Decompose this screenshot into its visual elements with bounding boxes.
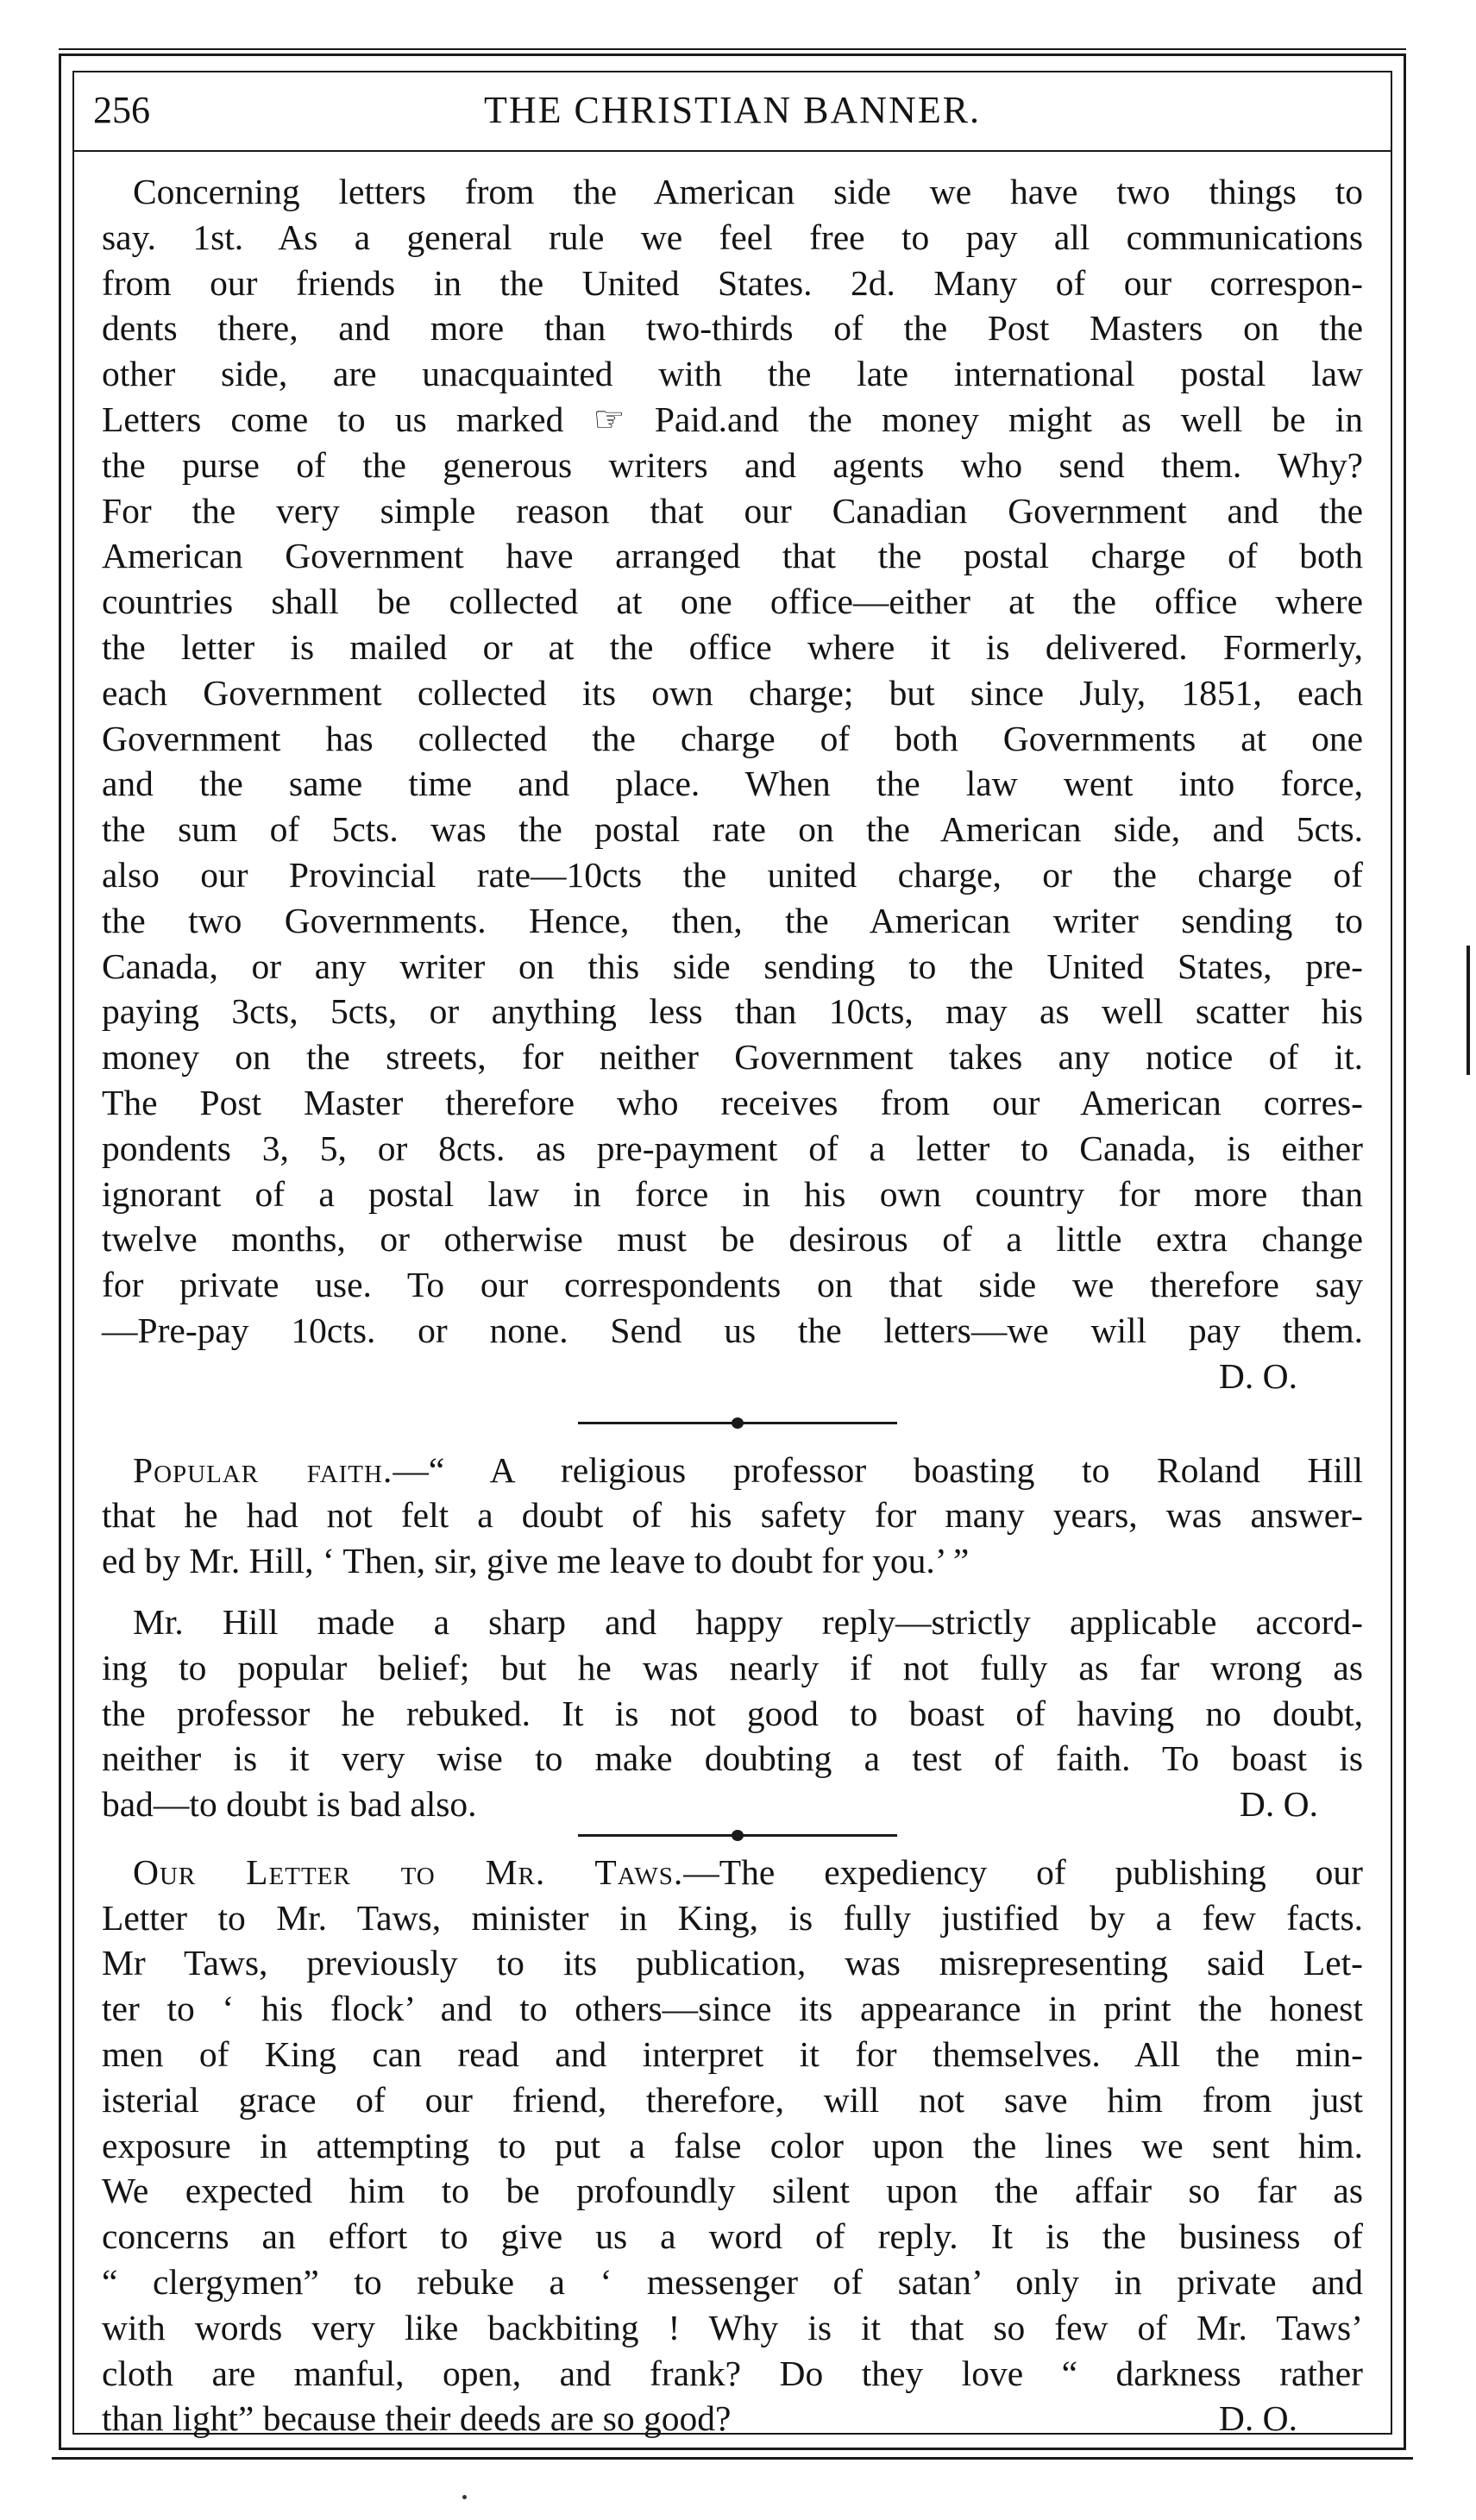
- text-line: American Government have arranged that the postal charge of both: [102, 536, 1363, 576]
- text-line: and the same time and place. When the law went into force,: [102, 764, 1363, 804]
- text-line: that he had not felt a doubt of his safety for many years, was answer-: [102, 1495, 1363, 1536]
- text-line: “ clergymen” to rebuke a ‘ messenger of satan’ only in private and: [102, 2262, 1363, 2303]
- text-line: other side, are unacquainted with the late international postal law: [102, 354, 1363, 394]
- page-number: 256: [93, 89, 150, 131]
- text-line: We expected him to be profoundly silent upon the affair so far as: [102, 2171, 1363, 2211]
- text-line: Concerning letters from the American side we have two things to: [133, 172, 1363, 211]
- text-line: ing to popular belief; but he was nearly if not fully as far wrong as: [102, 1647, 1363, 1687]
- article-letter-to-mr-taws: [102, 1850, 1363, 2441]
- text-line: ignorant of a postal law in force in his own country for more than: [102, 1173, 1363, 1214]
- text-line: pondents 3, 5, or 8cts. as pre-payment of a letter to Canada, is either: [102, 1128, 1363, 1168]
- text-line: Mr. Hill made a sharp and happy reply—strictly applicable accord-: [133, 1601, 1363, 1642]
- text-line: isterial grace of our friend, therefore, will not save him from just: [102, 2079, 1363, 2120]
- section-divider: [102, 1827, 1363, 1850]
- text-line: the letter is mailed or at the office where it is delivered. Formerly,: [102, 626, 1363, 667]
- text-line: cloth are manful, open, and frank? Do they love “ darkness rather: [102, 2353, 1363, 2393]
- text-line: The Post Master therefore who receives from our American corres-: [102, 1082, 1363, 1122]
- text-line: neither is it very wise to make doubting a test of faith. To boast is: [102, 1738, 1363, 1779]
- signature: D. O.: [1218, 1355, 1297, 1396]
- text-line: the two Governments. Hence, then, the American writer sending to: [102, 900, 1363, 940]
- text-line: ter to ‘ his flock’ and to others—since its appearance in print the honest: [102, 1989, 1363, 2029]
- text-line: each Government collected its own charge; but since July, 1851, each: [102, 672, 1363, 713]
- text-line: Canada, or any writer on this side sending to the United States, pre-: [102, 946, 1363, 986]
- text-line: For the very simple reason that our Canadian Government and the: [102, 490, 1363, 531]
- article-letters: [102, 169, 1363, 1399]
- text-line: exposure in attempting to put a false color upon the lines we sent him.: [102, 2125, 1363, 2165]
- text-line: paying 3cts, 5cts, or anything less than 10cts, may as well scatter his: [102, 991, 1363, 1032]
- signature: D. O.: [1239, 1784, 1318, 1825]
- text-line: Letters come to us marked ☞ Paid.and the money might as well be in: [102, 399, 1363, 439]
- section-divider: [102, 1399, 1363, 1448]
- text-line: —Pre-pay 10cts. or none. Send us the letters—we will pay them.: [102, 1310, 1363, 1350]
- text-line: Letter to Mr. Taws, minister in King, is fully justified by a few facts.: [102, 1897, 1363, 1938]
- text-line: money on the streets, for neither Government takes any notice of it.: [102, 1037, 1363, 1078]
- divider-dot: [732, 1830, 744, 1841]
- text-line: from our friends in the United States. 2d. Many of our correspon-: [102, 262, 1363, 303]
- text-line: say. 1st. As a general rule we feel free to pay all communications: [102, 217, 1363, 257]
- text-line: countries shall be collected at one office—either at the office where: [102, 581, 1363, 622]
- text-line: Mr Taws, previously to its publication, was misrepresenting said Let-: [102, 1943, 1363, 1983]
- text-line-with-signature: [102, 1782, 1363, 1827]
- text-line: ed by Mr. Hill, ‘ Then, sir, give me leave to doubt for you.’ ”: [102, 1541, 970, 1581]
- ink-speck: [462, 2495, 467, 2499]
- text-line: the purse of the generous writers and agents who send them. Why?: [102, 444, 1363, 485]
- running-title: THE CHRISTIAN BANNER.: [483, 89, 982, 131]
- text-line: concerns an effort to give us a word of reply. It is the business of: [102, 2216, 1363, 2257]
- page-header: [72, 72, 1392, 152]
- text-line: [102, 1448, 1363, 1493]
- divider-dot: [732, 1417, 744, 1429]
- text-line: for private use. To our correspondents on that side we therefore say: [102, 1265, 1363, 1305]
- text-line: also our Provincial rate—10cts the united charge, or the charge of: [102, 854, 1363, 895]
- bottom-rule: [52, 2457, 1413, 2460]
- margin-mark: [1467, 946, 1470, 1075]
- text-line: [102, 1850, 1363, 1895]
- text-run: —The expediency of publishing our: [683, 1851, 1364, 1892]
- text-line: men of King can read and interpret it for themselves. All the min-: [102, 2034, 1363, 2075]
- text-line-with-signature: [102, 2396, 1363, 2441]
- text-line: the sum of 5cts. was the postal rate on the American side, and 5cts.: [102, 809, 1363, 850]
- signature: D. O.: [1218, 2398, 1297, 2439]
- section-lead: Popular faith.: [133, 1449, 393, 1490]
- text-line: Government has collected the charge of both Governments at one: [102, 718, 1363, 758]
- quote-text: —“ A religious professor boasting to Roland Hill: [393, 1449, 1363, 1490]
- text-line: dents there, and more than two-thirds of the Post Masters on the: [102, 308, 1363, 349]
- text-line: the professor he rebuked. It is not good to boast of having no doubt,: [102, 1693, 1363, 1733]
- text-line: twelve months, or otherwise must be desirous of a little extra change: [102, 1219, 1363, 1260]
- text-line: with words very like backbiting ! Why is it that so few of Mr. Taws’: [102, 2307, 1363, 2347]
- page-content: [102, 169, 1363, 2441]
- text-line: than light” because their deeds are so good?: [102, 2398, 732, 2439]
- text-line: bad—to doubt is bad also.: [102, 1784, 477, 1825]
- section-lead: Our Letter to Mr. Taws.: [133, 1851, 684, 1892]
- top-rule: [59, 48, 1406, 50]
- article-popular-faith: [102, 1448, 1363, 1827]
